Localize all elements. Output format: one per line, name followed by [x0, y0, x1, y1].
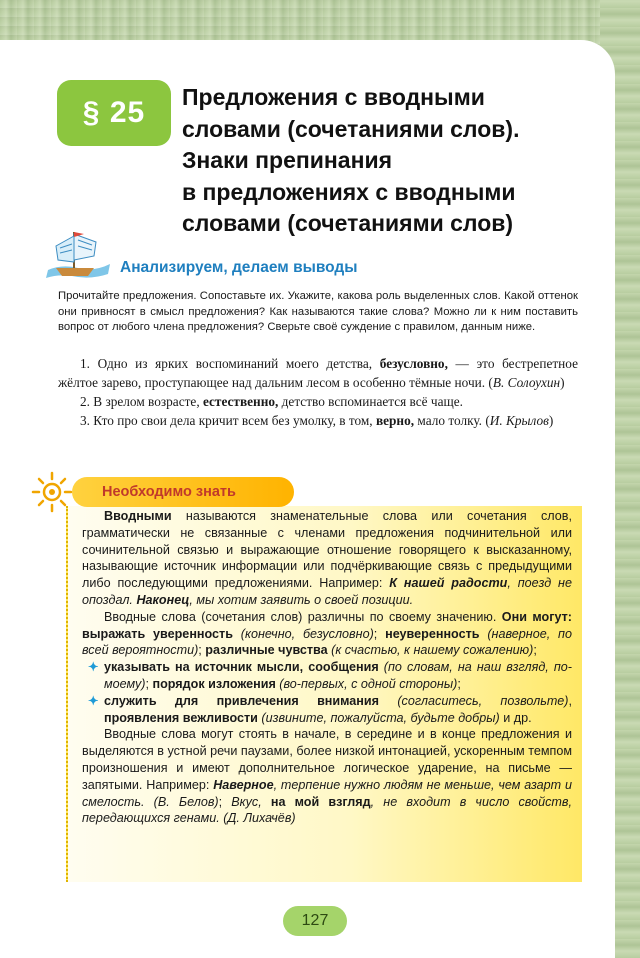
title-line: словами (сочетаниями слов). — [182, 115, 520, 142]
title-line: Предложения с вводными — [182, 84, 485, 110]
analyze-heading: Анализируем, делаем выводы — [120, 259, 358, 276]
ship-icon — [42, 226, 116, 282]
title-line: Знаки препинания — [182, 147, 393, 173]
title-line: в предложениях с вводными — [182, 178, 516, 205]
examples — [58, 354, 578, 430]
example-2: 2. В зрелом возрасте, естественно, детство вспоминается всё чаще. — [80, 394, 463, 409]
task-text: Прочитайте предложения. Сопоставьте их. Укажите, какова роль выделенных слов. Какой оттенок они привносят в смысл предложения? Как называются такие слова? Можно ли к ним поставить вопрос от любого члена предложения? Сверьте своё суждение с правилом, данным ниже. — [58, 290, 578, 334]
page-title — [182, 82, 602, 240]
list-item: ✦ указывать на источник мысли, сообщения (по словам, на наш взгляд, по-моему); порядок изложения (во-первых, с одной стороны); — [88, 660, 572, 691]
bullet-icon: ✦ — [88, 660, 99, 675]
rule-paragraph-3: Вводные слова могут стоять в начале, в середине и в конце предложения и выделяются в устной речи паузами, более низкой интонацией, ускоренным темпом произношения и имеют дополнительное логическое ударение, на письме — запятыми. Например: Наверное, терпение нужно людям не меньше, чем азарт и смелость. (В. Белов); Вкус, на мой взгляд, не входит в число свойств, передающихся генами. (Д. Лихачёв) — [82, 727, 572, 826]
must-know-heading: Необходимо знать — [72, 477, 294, 507]
rule-list — [82, 659, 572, 726]
page-number: 127 — [283, 906, 347, 936]
title-line: словами (сочетаниями слов) — [182, 210, 514, 236]
rule-paragraph-1: Вводными называются знаменательные слова или сочетания слов, грамматически не связанные с членами предложения подчинительной или сочинительной связью и выражающие отношение говорящего к высказанному, называющие источник информации или подчёркивающие связь с предыдущими либо последующими предложениями. Например: К нашей радости, поезд не опоздал. Наконец, мы хотим заявить о своей позиции. — [82, 509, 572, 607]
rule-text — [82, 508, 572, 827]
bullet-icon: ✦ — [88, 693, 99, 708]
example-1: 1. Одно из ярких воспоминаний моего детства, безусловно, — это бестрепетное жёлтое зарево, проступающее над дальним лесом в особенно тёмные ночи. (В. Солоухин) — [58, 356, 578, 390]
example-3: 3. Кто про свои дела кричит всем без умолку, в том, верно, мало толку. (И. Крылов) — [80, 413, 554, 428]
rule-paragraph-2: Вводные слова (сочетания слов) различны по своему значению. Они могут: выражать уверенность (конечно, безусловно); неуверенность (наверное, по всей вероятности); различные чувства (к счастью, к нашему сожалению); — [82, 609, 572, 658]
section-badge: § 25 — [57, 80, 171, 146]
sun-icon — [30, 470, 74, 514]
list-item: ✦ служить для привлечения внимания (согласитесь, позвольте), проявления вежливости (извините, пожалуйста, будьте добры) и др. — [88, 693, 573, 725]
